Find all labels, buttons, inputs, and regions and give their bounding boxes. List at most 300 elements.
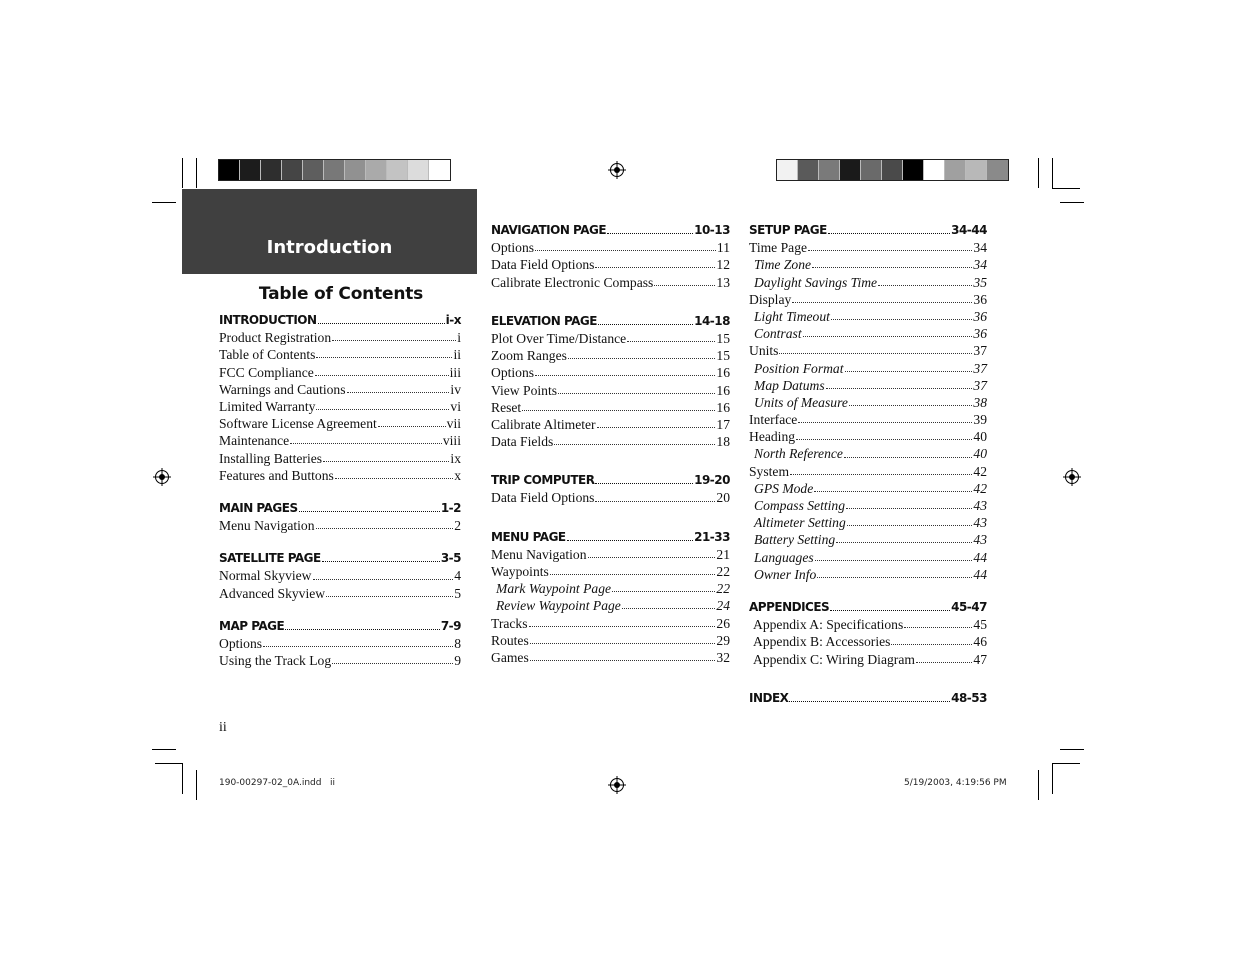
toc-section-heading[interactable]	[219, 312, 461, 329]
toc-entry-label: Interface	[749, 412, 798, 428]
toc-entry[interactable]	[749, 566, 987, 583]
toc-entry-page: 36	[973, 326, 987, 342]
toc-entry[interactable]	[219, 450, 461, 467]
toc-entry[interactable]	[491, 433, 730, 450]
toc-entry-label: TRIP COMPUTER	[491, 473, 595, 488]
toc-entry[interactable]	[749, 291, 987, 308]
toc-entry[interactable]	[749, 274, 987, 291]
color-swatch	[240, 160, 261, 180]
toc-entry-label: Appendix A: Specifications	[753, 617, 904, 633]
toc-entry-page: 44	[973, 549, 987, 565]
dot-leader	[845, 371, 973, 372]
toc-entry-page: 37	[973, 343, 987, 359]
dot-leader	[598, 324, 693, 325]
dot-leader	[814, 491, 972, 492]
toc-entry-page: 45	[973, 617, 987, 633]
toc-entry-label: Features and Buttons	[219, 467, 334, 483]
crop-mark	[155, 763, 183, 764]
toc-entry[interactable]	[491, 382, 730, 399]
toc-entry-page: 15	[716, 348, 730, 364]
color-swatch	[366, 160, 387, 180]
toc-entry-label: Plot Over Time/Distance	[491, 330, 627, 346]
toc-entry-label: INDEX	[749, 690, 789, 705]
crop-mark	[196, 770, 197, 800]
toc-entry[interactable]	[219, 652, 461, 669]
toc-section-heading[interactable]	[749, 690, 987, 707]
crop-mark	[152, 202, 176, 203]
dot-leader	[318, 323, 445, 324]
toc-entry-label: Installing Batteries	[219, 450, 323, 466]
toc-entry-label: Review Waypoint Page	[496, 598, 621, 614]
crop-mark	[1060, 749, 1084, 750]
color-swatch	[882, 160, 903, 180]
toc-entry-page: 46	[973, 634, 987, 650]
toc-entry[interactable]	[491, 563, 730, 580]
toc-entry[interactable]	[491, 546, 730, 563]
toc-entry[interactable]	[491, 399, 730, 416]
dot-leader	[316, 357, 452, 358]
toc-entry-label: Using the Track Log	[219, 653, 332, 669]
color-swatch	[429, 160, 450, 180]
toc-spacer	[219, 534, 461, 550]
dot-leader	[299, 511, 440, 512]
toc-entry-label: Units of Measure	[754, 394, 848, 410]
crop-mark	[1052, 158, 1053, 188]
color-swatch	[303, 160, 324, 180]
toc-entry-label: GPS Mode	[754, 480, 814, 496]
toc-entry-label: Menu Navigation	[219, 518, 315, 534]
toc-entry-label: ELEVATION PAGE	[491, 313, 597, 328]
toc-entry[interactable]	[491, 330, 730, 347]
toc-column-1	[219, 312, 461, 669]
toc-section-heading[interactable]	[749, 222, 987, 239]
dot-leader	[335, 478, 453, 479]
color-swatch	[387, 160, 408, 180]
footer-timestamp: 5/19/2003, 4:19:56 PM	[904, 778, 1007, 788]
toc-entry-label: Position Format	[754, 360, 844, 376]
dot-leader	[332, 340, 456, 341]
color-swatch	[408, 160, 429, 180]
toc-entry-label: Daylight Savings Time	[754, 274, 878, 290]
toc-entry-page: i-x	[445, 313, 461, 327]
toc-entry[interactable]	[749, 377, 987, 394]
color-swatch	[840, 160, 861, 180]
crop-mark	[1038, 770, 1039, 800]
toc-entry-page: 2	[454, 518, 461, 534]
toc-spacer	[749, 668, 987, 690]
toc-entry[interactable]	[749, 360, 987, 377]
toc-entry-label: Data Fields	[491, 434, 554, 450]
dot-leader	[803, 336, 973, 337]
crop-mark	[152, 749, 176, 750]
toc-entry[interactable]	[749, 239, 987, 256]
toc-entry-page: 9	[454, 653, 461, 669]
toc-entry-label: Altimeter Setting	[754, 515, 846, 531]
dot-leader	[323, 461, 449, 462]
toc-entry[interactable]	[491, 274, 730, 291]
toc-entry-page: ii	[453, 347, 461, 363]
toc-entry-page: 13	[716, 274, 730, 290]
toc-entry[interactable]	[749, 651, 987, 668]
toc-entry-page: 22	[716, 564, 730, 579]
color-swatch	[219, 160, 240, 180]
toc-entry-label: Table of Contents	[219, 347, 316, 363]
toc-entry-label: Compass Setting	[754, 498, 846, 513]
toc-entry-page: 4	[454, 568, 461, 584]
dot-leader	[316, 528, 454, 529]
toc-entry[interactable]	[491, 632, 730, 649]
toc-entry-label: SATELLITE PAGE	[219, 551, 321, 566]
toc-entry[interactable]	[219, 467, 461, 484]
toc-spacer	[491, 450, 730, 472]
toc-section-heading[interactable]	[491, 529, 730, 546]
dot-leader	[530, 643, 716, 644]
toc-entry-label: View Points	[491, 382, 558, 398]
dot-leader	[597, 427, 716, 428]
dot-leader	[878, 285, 972, 286]
dot-leader	[316, 409, 449, 410]
toc-entry-label: Contrast	[754, 326, 802, 342]
toc-entry-page: 40	[973, 446, 987, 462]
toc-entry-label: MAP PAGE	[219, 618, 285, 633]
toc-entry-label: Calibrate Electronic Compass	[491, 274, 654, 290]
toc-entry-page: 42	[973, 463, 987, 479]
toc-entry-page: 17	[716, 416, 730, 432]
dot-leader	[285, 629, 440, 630]
dot-leader	[654, 285, 715, 286]
toc-entry-page: 16	[716, 365, 730, 381]
toc-spacer	[491, 291, 730, 313]
toc-entry-label: Light Timeout	[754, 308, 830, 324]
toc-entry-page: 44	[973, 566, 987, 582]
dot-leader	[891, 644, 972, 645]
toc-entry[interactable]	[219, 567, 461, 584]
toc-entry[interactable]	[749, 394, 987, 411]
toc-entry-label: FCC Compliance	[219, 364, 314, 380]
crop-mark	[1052, 764, 1053, 794]
color-swatch	[966, 160, 987, 180]
toc-entry[interactable]	[219, 364, 461, 381]
toc-entry-page: 47	[973, 651, 987, 667]
dot-leader	[812, 267, 972, 268]
registration-mark-icon	[608, 776, 626, 794]
dot-leader	[607, 233, 693, 234]
toc-entry[interactable]	[219, 415, 461, 432]
toc-entry-page: i	[457, 330, 461, 346]
toc-entry-page: ix	[450, 450, 461, 466]
crop-mark	[196, 158, 197, 188]
dot-leader	[595, 501, 715, 502]
toc-entry-label: North Reference	[754, 446, 843, 462]
toc-entry-page: 38	[973, 394, 987, 410]
toc-entry-page: 40	[973, 429, 987, 445]
toc-entry-page: 36	[973, 291, 987, 307]
toc-entry-page: 39	[973, 412, 987, 428]
toc-entry-page: 32	[716, 649, 730, 665]
dot-leader	[627, 341, 715, 342]
dot-leader	[831, 319, 972, 320]
toc-entry-page: 7-9	[440, 618, 461, 633]
toc-entry[interactable]	[219, 381, 461, 398]
dot-leader	[844, 457, 972, 458]
toc-entry[interactable]	[491, 580, 730, 597]
dot-leader	[567, 540, 693, 541]
dot-leader	[789, 701, 950, 702]
toc-entry-label: Options	[491, 240, 535, 256]
toc-entry-label: Data Field Options	[491, 490, 595, 506]
toc-entry[interactable]	[491, 256, 730, 273]
dot-leader	[535, 375, 715, 376]
dot-leader	[332, 663, 453, 664]
toc-entry[interactable]	[219, 517, 461, 534]
toc-entry[interactable]	[749, 445, 987, 462]
toc-entry[interactable]	[749, 514, 987, 531]
crop-mark	[1052, 763, 1080, 764]
toc-entry[interactable]	[219, 432, 461, 449]
toc-entry[interactable]	[749, 531, 987, 548]
toc-entry-page: 16	[716, 399, 730, 415]
toc-entry[interactable]	[491, 489, 730, 506]
toc-spacer	[219, 602, 461, 618]
toc-entry-label: Product Registration	[219, 330, 332, 346]
color-swatch	[819, 160, 840, 180]
dot-leader	[347, 392, 450, 393]
toc-entry-label: Games	[491, 649, 529, 665]
toc-entry[interactable]	[749, 411, 987, 428]
toc-entry[interactable]	[749, 256, 987, 273]
toc-entry-page: 3-5	[440, 551, 461, 566]
toc-entry-page: vii	[446, 416, 461, 432]
dot-leader	[904, 627, 972, 628]
toc-entry-label: Tracks	[491, 615, 528, 631]
toc-entry[interactable]	[219, 329, 461, 346]
toc-entry-page: iii	[449, 364, 461, 380]
toc-entry[interactable]	[219, 635, 461, 652]
dot-leader	[322, 561, 440, 562]
toc-entry-label: System	[749, 463, 790, 479]
dot-leader	[595, 267, 715, 268]
toc-spacer	[749, 583, 987, 599]
toc-entry-label: Owner Info	[754, 566, 817, 582]
toc-entry-label: Heading	[749, 429, 796, 445]
toc-entry-page: 11	[716, 240, 730, 256]
page-number: ii	[219, 720, 227, 735]
toc-entry-page: 43	[973, 532, 987, 548]
toc-section-heading[interactable]	[491, 313, 730, 330]
dot-leader	[378, 426, 446, 427]
dot-leader	[916, 662, 972, 663]
toc-entry-page: 35	[973, 274, 987, 290]
dot-leader	[535, 250, 716, 251]
toc-entry-page: 43	[973, 498, 987, 513]
toc-entry-page: 22	[716, 581, 730, 597]
toc-entry[interactable]	[491, 364, 730, 381]
toc-entry-label: Time Page	[749, 240, 808, 256]
toc-entry-label: Options	[491, 365, 535, 381]
toc-entry[interactable]	[749, 480, 987, 497]
toc-entry[interactable]	[219, 398, 461, 415]
toc-entry-page: 15	[716, 330, 730, 346]
toc-entry-page: 24	[716, 598, 730, 614]
toc-entry-label: Options	[219, 636, 263, 651]
registration-mark-icon	[1063, 468, 1081, 486]
toc-entry[interactable]	[749, 549, 987, 566]
dot-leader	[846, 508, 972, 509]
section-header-banner	[182, 189, 477, 274]
crop-mark	[1038, 158, 1039, 188]
toc-entry-label: Time Zone	[754, 257, 812, 273]
toc-entry[interactable]	[491, 416, 730, 433]
toc-entry-page: 48-53	[951, 690, 987, 705]
dot-leader	[326, 596, 453, 597]
toc-entry-label: Waypoints	[491, 564, 549, 579]
dot-leader	[612, 591, 715, 592]
toc-entry-page: 16	[716, 382, 730, 398]
toc-title: Table of Contents	[258, 284, 424, 304]
dot-leader	[622, 608, 716, 609]
color-swatch	[903, 160, 924, 180]
dot-leader	[798, 422, 972, 423]
crop-mark	[1060, 202, 1084, 203]
toc-entry-page: 18	[716, 434, 730, 450]
toc-entry-label: Languages	[754, 549, 814, 565]
toc-entry-page: 43	[973, 515, 987, 531]
dot-leader	[554, 444, 715, 445]
toc-entry-page: 26	[716, 615, 730, 631]
toc-section-heading[interactable]	[491, 472, 730, 489]
dot-leader	[588, 557, 716, 558]
toc-entry-page: vi	[450, 398, 461, 414]
footer-file-name: 190-00297-02_0A.indd ii	[219, 778, 336, 788]
crop-mark	[182, 158, 183, 188]
toc-entry[interactable]	[219, 346, 461, 363]
toc-entry[interactable]	[491, 597, 730, 614]
toc-entry-label: Zoom Ranges	[491, 348, 567, 364]
dot-leader	[595, 483, 693, 484]
toc-entry-label: Mark Waypoint Page	[496, 581, 612, 597]
color-swatch	[924, 160, 945, 180]
dot-leader	[792, 302, 972, 303]
color-swatch	[345, 160, 366, 180]
toc-entry[interactable]	[749, 633, 987, 650]
toc-entry-label: Software License Agreement	[219, 416, 377, 432]
dot-leader	[263, 646, 453, 647]
toc-section-heading[interactable]	[219, 618, 461, 635]
registration-mark-icon	[608, 161, 626, 179]
color-swatch	[861, 160, 882, 180]
toc-entry-page: 14-18	[694, 313, 730, 328]
dot-leader	[790, 474, 972, 475]
dot-leader	[826, 388, 973, 389]
toc-entry-page: 10-13	[694, 223, 730, 237]
toc-entry[interactable]	[491, 347, 730, 364]
toc-entry-page: viii	[442, 433, 461, 449]
toc-entry[interactable]	[491, 649, 730, 666]
toc-entry-label: Limited Warranty	[219, 398, 316, 414]
color-swatch	[282, 160, 303, 180]
toc-entry-label: Map Datums	[754, 377, 825, 393]
dot-leader	[796, 439, 972, 440]
color-swatch	[987, 160, 1008, 180]
toc-entry-page: 36	[973, 308, 987, 324]
toc-entry-label: SETUP PAGE	[749, 223, 827, 237]
dot-leader	[779, 353, 972, 354]
dot-leader	[529, 626, 716, 627]
toc-entry-page: 34-44	[951, 223, 987, 237]
dot-leader	[815, 560, 973, 561]
toc-entry[interactable]	[749, 497, 987, 514]
dot-leader	[313, 579, 454, 580]
toc-column-2	[491, 222, 730, 666]
toc-entry-label: INTRODUCTION	[219, 313, 317, 327]
toc-entry[interactable]	[749, 325, 987, 342]
color-swatch	[945, 160, 966, 180]
toc-entry-label: MAIN PAGES	[219, 500, 298, 515]
dot-leader	[522, 410, 715, 411]
dot-leader	[849, 405, 973, 406]
toc-entry[interactable]	[749, 463, 987, 480]
toc-entry-label: Warnings and Cautions	[219, 381, 346, 397]
toc-entry-label: NAVIGATION PAGE	[491, 223, 607, 237]
toc-entry-page: 37	[973, 377, 987, 393]
toc-entry-label: Appendix C: Wiring Diagram	[753, 651, 915, 667]
crop-mark	[1052, 188, 1080, 189]
toc-entry[interactable]	[749, 616, 987, 633]
toc-entry-label: MENU PAGE	[491, 529, 566, 544]
toc-column-3	[749, 222, 987, 707]
toc-entry[interactable]	[749, 428, 987, 445]
toc-entry-page: 37	[973, 360, 987, 376]
toc-entry-label: Battery Setting	[754, 532, 836, 548]
toc-entry-page: 29	[716, 632, 730, 648]
toc-entry-label: Normal Skyview	[219, 568, 312, 584]
toc-entry-label: Calibrate Altimeter	[491, 416, 596, 432]
dot-leader	[828, 233, 950, 234]
dot-leader	[290, 443, 442, 444]
crop-mark	[182, 764, 183, 794]
toc-entry-label: Units	[749, 343, 779, 359]
section-title: Introduction	[266, 237, 393, 258]
toc-entry-page: 20	[716, 490, 730, 506]
toc-section-heading[interactable]	[219, 550, 461, 567]
toc-entry[interactable]	[749, 342, 987, 359]
toc-entry-page: 21-33	[694, 529, 730, 544]
color-swatch	[798, 160, 819, 180]
toc-entry-page: 34	[973, 257, 987, 273]
dot-leader	[808, 250, 972, 251]
color-swatch-bar-right	[776, 159, 1009, 181]
dot-leader	[830, 610, 950, 611]
toc-entry-label: APPENDICES	[749, 599, 830, 614]
toc-section-heading[interactable]	[749, 599, 987, 616]
toc-entry[interactable]	[749, 308, 987, 325]
toc-entry-label: Maintenance	[219, 433, 290, 449]
toc-entry-label: Reset	[491, 399, 522, 415]
dot-leader	[550, 574, 716, 575]
toc-section-heading[interactable]	[491, 222, 730, 239]
toc-entry-page: x	[454, 467, 461, 483]
dot-leader	[558, 393, 715, 394]
dot-leader	[530, 660, 716, 661]
toc-entry[interactable]	[491, 239, 730, 256]
dot-leader	[836, 542, 972, 543]
toc-section-heading[interactable]	[219, 500, 461, 517]
toc-entry-page: iv	[450, 381, 461, 397]
toc-entry-label: Menu Navigation	[491, 546, 587, 562]
toc-entry[interactable]	[219, 585, 461, 602]
color-swatch	[324, 160, 345, 180]
toc-entry[interactable]	[491, 615, 730, 632]
